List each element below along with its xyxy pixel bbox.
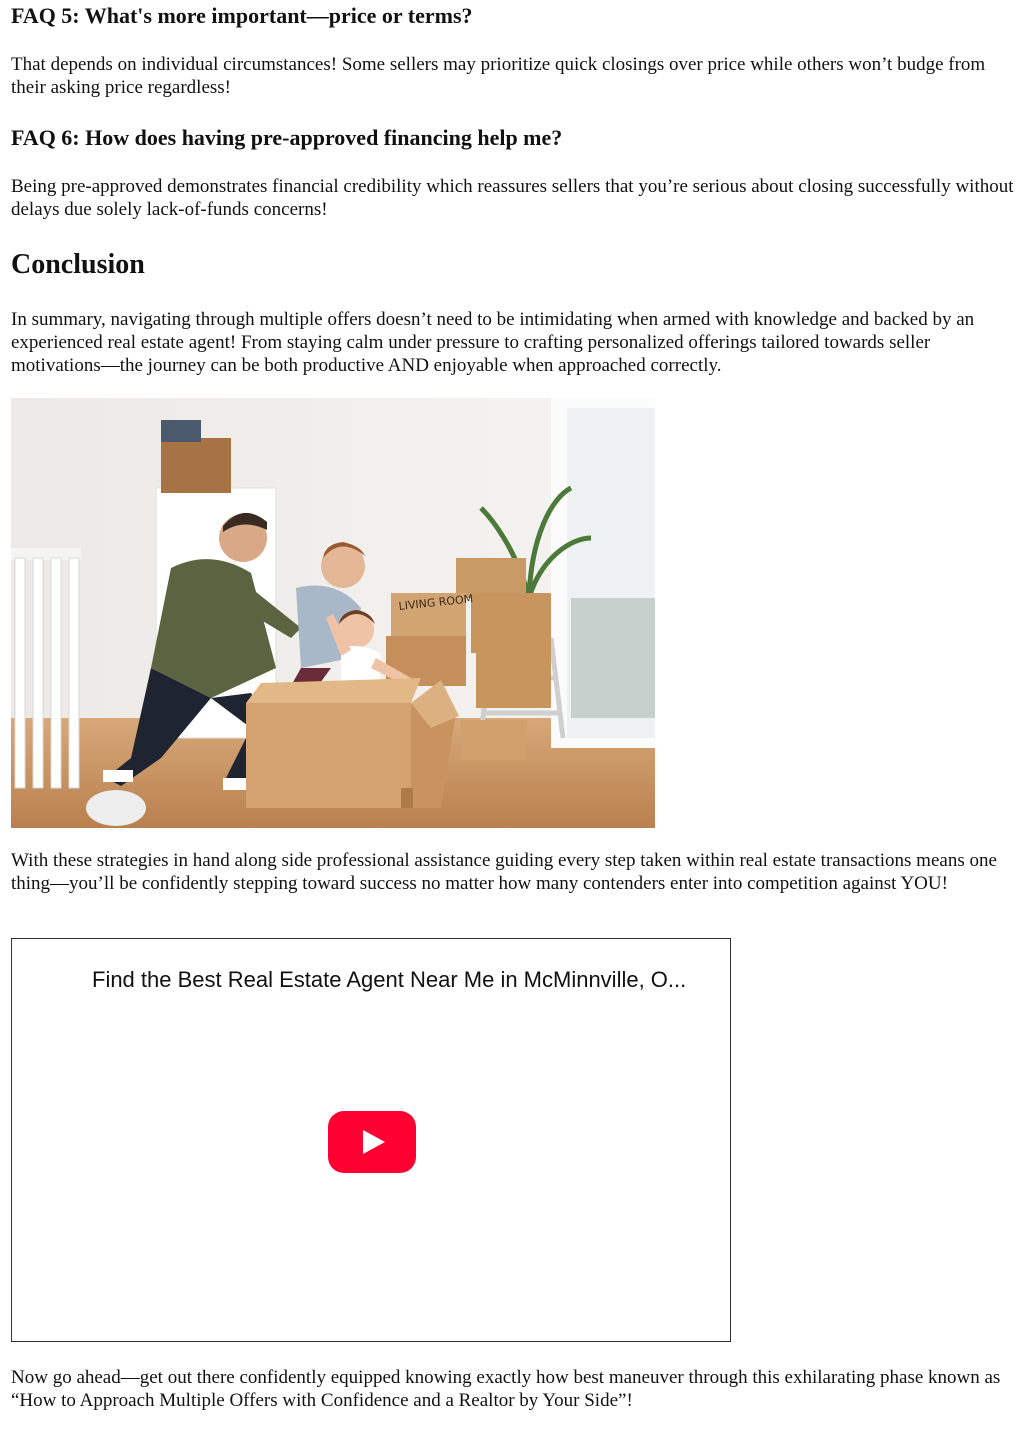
conclusion-strategies: With these strategies in hand along side professional assistance guiding every step taken within real estate transactions means one thing—you’ll be confidently stepping toward success no matter how many contenders enter into competition against YOU! <box>11 850 997 894</box>
faq5-answer: That depends on individual circumstances! Some sellers may prioritize quick closings over price while others won’t budge from their asking price regardless! <box>11 54 986 98</box>
conclusion-closing: Now go ahead—get out there confidently equipped knowing exactly how best maneuver through this exhilarating phase known as “How to Approach Multiple Offers with Confidence and a Realtor by Your Side”! <box>11 1367 1001 1411</box>
conclusion-heading: Conclusion <box>11 249 145 280</box>
conclusion-summary: In summary, navigating through multiple offers doesn’t need to be intimidating when armed with knowledge and backed by an experienced real estate agent! From staying calm under pressure to crafting personalized offerings tailored towards seller motivations—the journey can be both productive AND enjoyable when approached correctly. <box>11 309 975 376</box>
faq6-heading: FAQ 6: How does having pre-approved financing help me? <box>11 125 563 150</box>
video-title[interactable]: Find the Best Real Estate Agent Near Me in McMinnville, O... <box>92 967 687 992</box>
box-label: LIVING ROOM <box>397 592 474 613</box>
family-moving-photo <box>11 398 655 828</box>
youtube-embed[interactable] <box>11 938 731 1342</box>
faq6-answer: Being pre-approved demonstrates financial credibility which reassures sellers that you’re serious about closing successfully without delays due solely lack-of-funds concerns! <box>11 176 1014 220</box>
faq5-heading: FAQ 5: What's more important—price or terms? <box>11 3 473 28</box>
play-icon[interactable] <box>328 1111 416 1173</box>
